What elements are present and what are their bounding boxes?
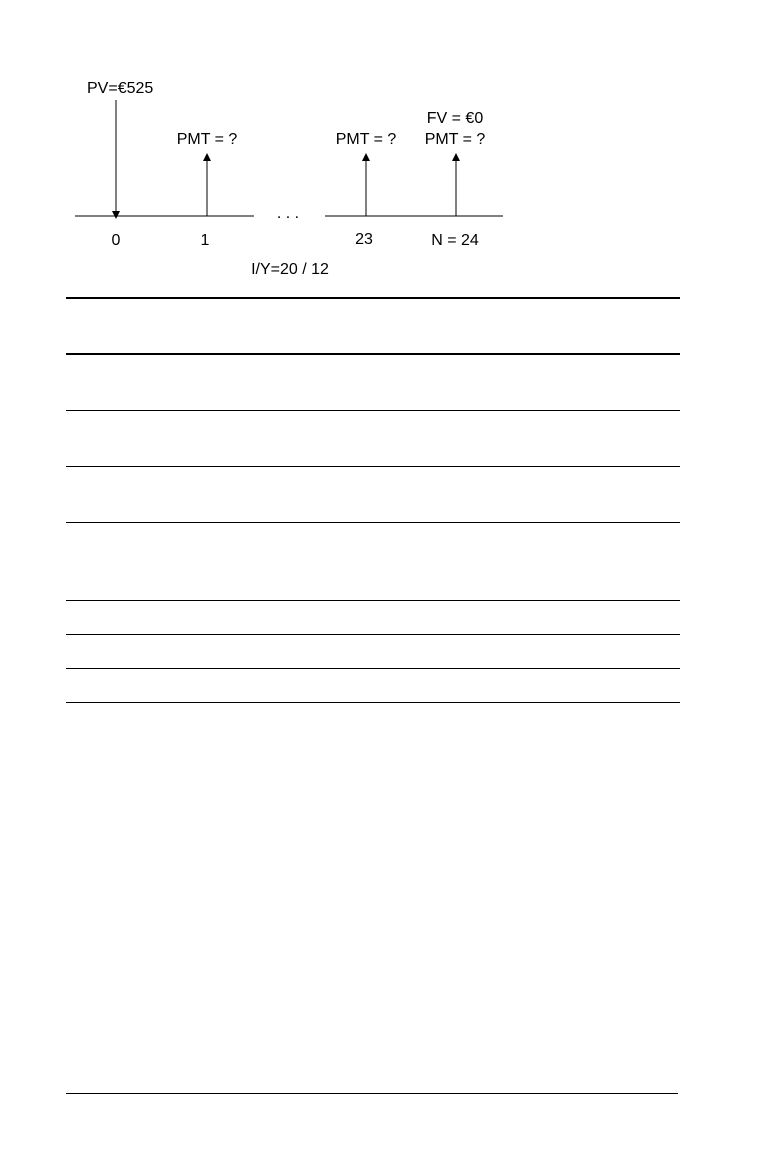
footer-rule xyxy=(66,1093,678,1094)
pv-label: PV=€525 xyxy=(87,80,154,97)
period-label-24: N = 24 xyxy=(431,232,479,249)
table-row-rule xyxy=(66,600,680,601)
pmt-label-1: PMT = ? xyxy=(176,131,238,148)
cash-flow-diagram xyxy=(0,0,765,290)
table-row-rule xyxy=(66,410,680,411)
period-label-23: 23 xyxy=(355,231,373,248)
table-row-rule xyxy=(66,668,680,669)
table-row-rule xyxy=(66,522,680,523)
rate-label: I/Y=20 / 12 xyxy=(251,261,329,278)
pmt-label-23: PMT = ? xyxy=(335,131,397,148)
fv-label: FV = €0 xyxy=(426,110,484,127)
timeline-ellipsis: . . . xyxy=(276,205,300,222)
pmt-label-24: PMT = ? xyxy=(424,131,486,148)
table-header-rule xyxy=(66,353,680,355)
table-bottom-rule xyxy=(66,702,680,703)
period-label-0: 0 xyxy=(111,232,121,249)
table-row-rule xyxy=(66,466,680,467)
table-top-rule xyxy=(66,297,680,299)
period-label-1: 1 xyxy=(200,232,210,249)
table-row-rule xyxy=(66,634,680,635)
